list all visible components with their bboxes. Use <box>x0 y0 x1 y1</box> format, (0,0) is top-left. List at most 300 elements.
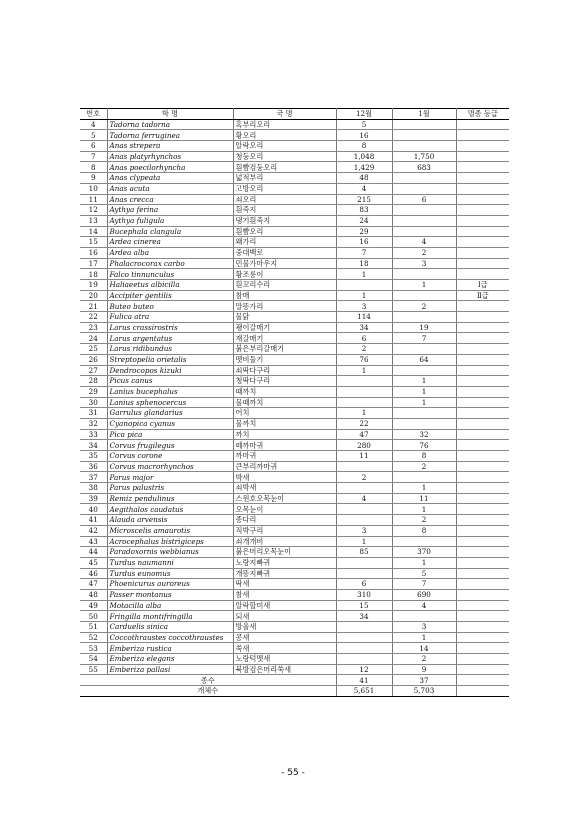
cell-number: 7 <box>80 151 107 162</box>
cell-scientific-name: Phalacrocorax carbo <box>107 258 233 269</box>
cell-january <box>392 290 456 301</box>
header-number: 번호 <box>80 109 107 120</box>
cell-korean-name: 물까치 <box>233 418 336 429</box>
cell-number: 49 <box>80 600 107 611</box>
cell-korean-name: 쇠박새 <box>233 483 336 494</box>
cell-december <box>336 622 392 633</box>
cell-december: 85 <box>336 547 392 558</box>
cell-december: 1,048 <box>336 151 392 162</box>
cell-january: 1 <box>392 397 456 408</box>
cell-korean-name: 때까치 <box>233 386 336 397</box>
cell-scientific-name: Turdus naumanni <box>107 557 233 568</box>
cell-korean-name: 혹부리오리 <box>233 119 336 130</box>
cell-number: 25 <box>80 344 107 355</box>
cell-scientific-name: Falco tinnunculus <box>107 269 233 280</box>
cell-korean-name: 재갈매기 <box>233 333 336 344</box>
table-row <box>80 589 509 600</box>
cell-scientific-name: Emberiza rustica <box>107 643 233 654</box>
table-row <box>80 376 509 387</box>
cell-december: 310 <box>336 589 392 600</box>
cell-grade <box>456 525 509 536</box>
cell-january <box>392 205 456 216</box>
cell-grade <box>456 418 509 429</box>
cell-january: 8 <box>392 525 456 536</box>
cell-december: 4 <box>336 183 392 194</box>
cell-number: 34 <box>80 440 107 451</box>
table-row <box>80 173 509 184</box>
cell-korean-name: 되새 <box>233 611 336 622</box>
cell-number: 9 <box>80 173 107 184</box>
cell-korean-name: 노랑지빠귀 <box>233 557 336 568</box>
cell-grade <box>456 536 509 547</box>
cell-korean-name: 물때까치 <box>233 397 336 408</box>
cell-grade <box>456 205 509 216</box>
cell-december: 16 <box>336 130 392 141</box>
cell-january: 1 <box>392 280 456 291</box>
cell-korean-name: 참새 <box>233 589 336 600</box>
cell-january <box>392 269 456 280</box>
cell-grade <box>456 589 509 600</box>
cell-scientific-name: Anas clypeata <box>107 173 233 184</box>
table-row <box>80 386 509 397</box>
cell-number: 46 <box>80 568 107 579</box>
cell-december: 34 <box>336 611 392 622</box>
cell-january: 1 <box>392 632 456 643</box>
cell-grade <box>456 237 509 248</box>
cell-january <box>392 365 456 376</box>
cell-january: 11 <box>392 493 456 504</box>
cell-scientific-name: Anas crecca <box>107 194 233 205</box>
cell-number: 47 <box>80 579 107 590</box>
cell-grade <box>456 600 509 611</box>
cell-grade <box>456 547 509 558</box>
summary-row <box>80 675 509 686</box>
cell-scientific-name: Anas platyrhynchos <box>107 151 233 162</box>
cell-korean-name: 쇠개개비 <box>233 536 336 547</box>
summary-january: 37 <box>392 675 456 686</box>
cell-number: 50 <box>80 611 107 622</box>
table-row <box>80 451 509 462</box>
cell-scientific-name: Accipiter gentilis <box>107 290 233 301</box>
cell-grade <box>456 408 509 419</box>
cell-january: 1,750 <box>392 151 456 162</box>
cell-december: 1 <box>336 408 392 419</box>
cell-korean-name: 넓적부리 <box>233 173 336 184</box>
table-row <box>80 141 509 152</box>
cell-korean-name: 노랑턱멧새 <box>233 654 336 665</box>
cell-december: 215 <box>336 194 392 205</box>
cell-december: 114 <box>336 312 392 323</box>
cell-january: 9 <box>392 664 456 675</box>
cell-scientific-name: Larus crassirostris <box>107 322 233 333</box>
cell-number: 11 <box>80 194 107 205</box>
cell-january: 32 <box>392 429 456 440</box>
cell-december <box>336 461 392 472</box>
cell-scientific-name: Larus argentatus <box>107 333 233 344</box>
table-row <box>80 579 509 590</box>
table-row <box>80 183 509 194</box>
cell-korean-name: 왜가리 <box>233 237 336 248</box>
table-row <box>80 536 509 547</box>
cell-grade <box>456 429 509 440</box>
table-body <box>80 119 509 696</box>
cell-korean-name: 알락오리 <box>233 141 336 152</box>
cell-january: 64 <box>392 354 456 365</box>
cell-korean-name: 쇠오리 <box>233 194 336 205</box>
cell-january <box>392 215 456 226</box>
table-row <box>80 162 509 173</box>
cell-december <box>336 643 392 654</box>
cell-korean-name: 까마귀 <box>233 451 336 462</box>
cell-january <box>392 344 456 355</box>
cell-scientific-name: Bucephala clangula <box>107 226 233 237</box>
cell-january: 1 <box>392 386 456 397</box>
cell-scientific-name: Anas poecilorhyncha <box>107 162 233 173</box>
cell-december: 34 <box>336 322 392 333</box>
cell-korean-name: 종다리 <box>233 515 336 526</box>
cell-scientific-name: Corvus macrorhynchos <box>107 461 233 472</box>
summary-december: 41 <box>336 675 392 686</box>
table-row <box>80 408 509 419</box>
cell-grade <box>456 451 509 462</box>
cell-december <box>336 280 392 291</box>
cell-number: 55 <box>80 664 107 675</box>
cell-january: 7 <box>392 579 456 590</box>
summary-grade <box>456 675 509 686</box>
cell-number: 22 <box>80 312 107 323</box>
cell-december: 1 <box>336 290 392 301</box>
cell-scientific-name: Ardea alba <box>107 247 233 258</box>
cell-january <box>392 226 456 237</box>
table-row <box>80 322 509 333</box>
cell-december <box>336 557 392 568</box>
cell-scientific-name: Buteo buteo <box>107 301 233 312</box>
cell-korean-name: 알락할미새 <box>233 600 336 611</box>
cell-korean-name: 황오리 <box>233 130 336 141</box>
cell-january: 76 <box>392 440 456 451</box>
cell-grade <box>456 579 509 590</box>
cell-grade <box>456 322 509 333</box>
cell-korean-name: 어치 <box>233 408 336 419</box>
cell-grade <box>456 611 509 622</box>
cell-number: 43 <box>80 536 107 547</box>
cell-number: 35 <box>80 451 107 462</box>
table-row <box>80 130 509 141</box>
cell-january: 4 <box>392 237 456 248</box>
cell-grade <box>456 312 509 323</box>
cell-grade <box>456 247 509 258</box>
cell-december: 16 <box>336 237 392 248</box>
cell-scientific-name: Streptopelia orietalis <box>107 354 233 365</box>
cell-january: 3 <box>392 622 456 633</box>
table-row <box>80 632 509 643</box>
cell-december <box>336 504 392 515</box>
cell-december: 15 <box>336 600 392 611</box>
cell-scientific-name: Lanius sphenocercus <box>107 397 233 408</box>
summary-january: 5,703 <box>392 686 456 697</box>
cell-december: 280 <box>336 440 392 451</box>
cell-grade <box>456 643 509 654</box>
cell-korean-name: 개똥지빠귀 <box>233 568 336 579</box>
cell-number: 40 <box>80 504 107 515</box>
cell-korean-name: 황조롱이 <box>233 269 336 280</box>
cell-number: 17 <box>80 258 107 269</box>
cell-korean-name: 딱새 <box>233 579 336 590</box>
cell-january: 5 <box>392 568 456 579</box>
table-row <box>80 483 509 494</box>
cell-grade <box>456 162 509 173</box>
cell-scientific-name: Lanius bucephalus <box>107 386 233 397</box>
cell-number: 44 <box>80 547 107 558</box>
cell-scientific-name: Pica pica <box>107 429 233 440</box>
table-row <box>80 194 509 205</box>
cell-december: 29 <box>336 226 392 237</box>
cell-korean-name: 오목눈이 <box>233 504 336 515</box>
cell-scientific-name: Microscelis amaurotis <box>107 525 233 536</box>
cell-korean-name: 북방검은머리쑥새 <box>233 664 336 675</box>
cell-korean-name: 쑥새 <box>233 643 336 654</box>
cell-january <box>392 130 456 141</box>
cell-korean-name: 떼까마귀 <box>233 440 336 451</box>
header-december: 12월 <box>336 109 392 120</box>
cell-grade <box>456 194 509 205</box>
cell-scientific-name: Turdus eunomus <box>107 568 233 579</box>
cell-january <box>392 312 456 323</box>
cell-number: 28 <box>80 376 107 387</box>
page-number: - 55 - <box>281 768 305 778</box>
cell-number: 14 <box>80 226 107 237</box>
cell-scientific-name: Passer montanus <box>107 589 233 600</box>
cell-december: 76 <box>336 354 392 365</box>
cell-grade <box>456 440 509 451</box>
cell-korean-name: 흰죽지 <box>233 205 336 216</box>
cell-number: 8 <box>80 162 107 173</box>
cell-scientific-name: Acrocephalus bistrigiceps <box>107 536 233 547</box>
cell-grade <box>456 365 509 376</box>
table-row <box>80 354 509 365</box>
cell-number: 42 <box>80 525 107 536</box>
cell-grade <box>456 557 509 568</box>
cell-scientific-name: Aythya fuligula <box>107 215 233 226</box>
cell-december: 3 <box>336 301 392 312</box>
cell-korean-name: 참매 <box>233 290 336 301</box>
cell-scientific-name: Corvus frugilegus <box>107 440 233 451</box>
table-row <box>80 215 509 226</box>
cell-december <box>336 397 392 408</box>
cell-korean-name: 방울새 <box>233 622 336 633</box>
cell-grade <box>456 151 509 162</box>
cell-number: 39 <box>80 493 107 504</box>
cell-december <box>336 654 392 665</box>
cell-korean-name: 박새 <box>233 472 336 483</box>
bird-survey-table <box>80 108 509 697</box>
cell-january <box>392 536 456 547</box>
table-row <box>80 247 509 258</box>
cell-december: 7 <box>336 247 392 258</box>
cell-grade <box>456 301 509 312</box>
cell-grade <box>456 472 509 483</box>
header-endangered-grade: 멸종 등급 <box>456 109 509 120</box>
table-row <box>80 290 509 301</box>
cell-korean-name: 콩새 <box>233 632 336 643</box>
cell-january: 2 <box>392 247 456 258</box>
cell-number: 38 <box>80 483 107 494</box>
cell-number: 26 <box>80 354 107 365</box>
cell-korean-name: 스윈호오목눈이 <box>233 493 336 504</box>
cell-number: 20 <box>80 290 107 301</box>
cell-number: 54 <box>80 654 107 665</box>
cell-number: 31 <box>80 408 107 419</box>
table-row <box>80 525 509 536</box>
cell-grade <box>456 568 509 579</box>
cell-korean-name: 붉은부리갈매기 <box>233 344 336 355</box>
cell-number: 37 <box>80 472 107 483</box>
cell-number: 30 <box>80 397 107 408</box>
cell-number: 5 <box>80 130 107 141</box>
cell-scientific-name: Emberiza elegans <box>107 654 233 665</box>
cell-december <box>336 376 392 387</box>
table-row <box>80 312 509 323</box>
table-row <box>80 269 509 280</box>
cell-grade <box>456 173 509 184</box>
cell-scientific-name: Motacilla alba <box>107 600 233 611</box>
cell-january: 2 <box>392 654 456 665</box>
cell-scientific-name: Haliaeetus albicilla <box>107 280 233 291</box>
cell-january <box>392 611 456 622</box>
cell-korean-name: 멧비둘기 <box>233 354 336 365</box>
cell-december: 2 <box>336 344 392 355</box>
cell-january: 14 <box>392 643 456 654</box>
table-row <box>80 333 509 344</box>
cell-korean-name: 쇠딱다구리 <box>233 365 336 376</box>
cell-december: 1 <box>336 365 392 376</box>
cell-grade: Ⅱ급 <box>456 290 509 301</box>
cell-january: 4 <box>392 600 456 611</box>
table-row <box>80 429 509 440</box>
table-row <box>80 547 509 558</box>
cell-grade <box>456 461 509 472</box>
cell-korean-name: 청딱다구리 <box>233 376 336 387</box>
cell-number: 41 <box>80 515 107 526</box>
cell-scientific-name: Fringilla montifringilla <box>107 611 233 622</box>
cell-december: 48 <box>336 173 392 184</box>
cell-scientific-name: Emberiza pallasi <box>107 664 233 675</box>
cell-grade <box>456 269 509 280</box>
cell-january: 683 <box>392 162 456 173</box>
table-row <box>80 119 509 130</box>
table-row <box>80 664 509 675</box>
cell-number: 16 <box>80 247 107 258</box>
cell-january: 8 <box>392 451 456 462</box>
cell-january <box>392 408 456 419</box>
cell-korean-name: 직박구리 <box>233 525 336 536</box>
table-row <box>80 365 509 376</box>
cell-december <box>336 483 392 494</box>
cell-grade <box>456 622 509 633</box>
cell-korean-name: 흰뺨오리 <box>233 226 336 237</box>
cell-scientific-name: Larus ridibundus <box>107 344 233 355</box>
cell-january <box>392 472 456 483</box>
cell-korean-name: 고방오리 <box>233 183 336 194</box>
cell-grade <box>456 344 509 355</box>
table-row <box>80 237 509 248</box>
cell-number: 51 <box>80 622 107 633</box>
table-header-row <box>80 109 509 120</box>
cell-december: 22 <box>336 418 392 429</box>
cell-number: 6 <box>80 141 107 152</box>
cell-grade <box>456 632 509 643</box>
cell-grade <box>456 354 509 365</box>
summary-grade <box>456 686 509 697</box>
cell-number: 33 <box>80 429 107 440</box>
cell-number: 24 <box>80 333 107 344</box>
cell-number: 45 <box>80 557 107 568</box>
table-row <box>80 205 509 216</box>
cell-january <box>392 418 456 429</box>
cell-scientific-name: Anas strepera <box>107 141 233 152</box>
cell-december: 8 <box>336 141 392 152</box>
header-scientific-name: 학 명 <box>107 109 233 120</box>
cell-number: 19 <box>80 280 107 291</box>
cell-scientific-name: Fulica atra <box>107 312 233 323</box>
cell-number: 21 <box>80 301 107 312</box>
cell-grade <box>456 130 509 141</box>
cell-number: 27 <box>80 365 107 376</box>
cell-scientific-name: Garrulus glandarius <box>107 408 233 419</box>
cell-grade <box>456 215 509 226</box>
cell-grade: Ⅰ급 <box>456 280 509 291</box>
cell-korean-name: 까치 <box>233 429 336 440</box>
cell-december: 5 <box>336 119 392 130</box>
cell-scientific-name: Corvus corone <box>107 451 233 462</box>
cell-december: 1 <box>336 536 392 547</box>
cell-scientific-name: Phoenicurus auroreus <box>107 579 233 590</box>
cell-january: 370 <box>392 547 456 558</box>
cell-scientific-name: Aegithalos caudatus <box>107 504 233 515</box>
table-row <box>80 258 509 269</box>
cell-december: 6 <box>336 333 392 344</box>
cell-december: 18 <box>336 258 392 269</box>
cell-grade <box>456 483 509 494</box>
cell-grade <box>456 386 509 397</box>
table-row <box>80 611 509 622</box>
cell-december <box>336 386 392 397</box>
cell-january: 2 <box>392 515 456 526</box>
table-row <box>80 461 509 472</box>
cell-december <box>336 515 392 526</box>
cell-number: 13 <box>80 215 107 226</box>
table-row <box>80 418 509 429</box>
cell-korean-name: 중대백로 <box>233 247 336 258</box>
cell-january: 690 <box>392 589 456 600</box>
cell-scientific-name: Parus major <box>107 472 233 483</box>
cell-january <box>392 119 456 130</box>
cell-january <box>392 141 456 152</box>
cell-scientific-name: Picus canus <box>107 376 233 387</box>
cell-number: 32 <box>80 418 107 429</box>
cell-scientific-name: Carduelis sinica <box>107 622 233 633</box>
cell-december <box>336 568 392 579</box>
cell-december: 1,429 <box>336 162 392 173</box>
summary-label: 종수 <box>80 675 336 686</box>
cell-korean-name: 붉은머리오목눈이 <box>233 547 336 558</box>
cell-number: 36 <box>80 461 107 472</box>
table-row <box>80 151 509 162</box>
table-row <box>80 557 509 568</box>
cell-number: 52 <box>80 632 107 643</box>
table-row <box>80 280 509 291</box>
cell-number: 48 <box>80 589 107 600</box>
